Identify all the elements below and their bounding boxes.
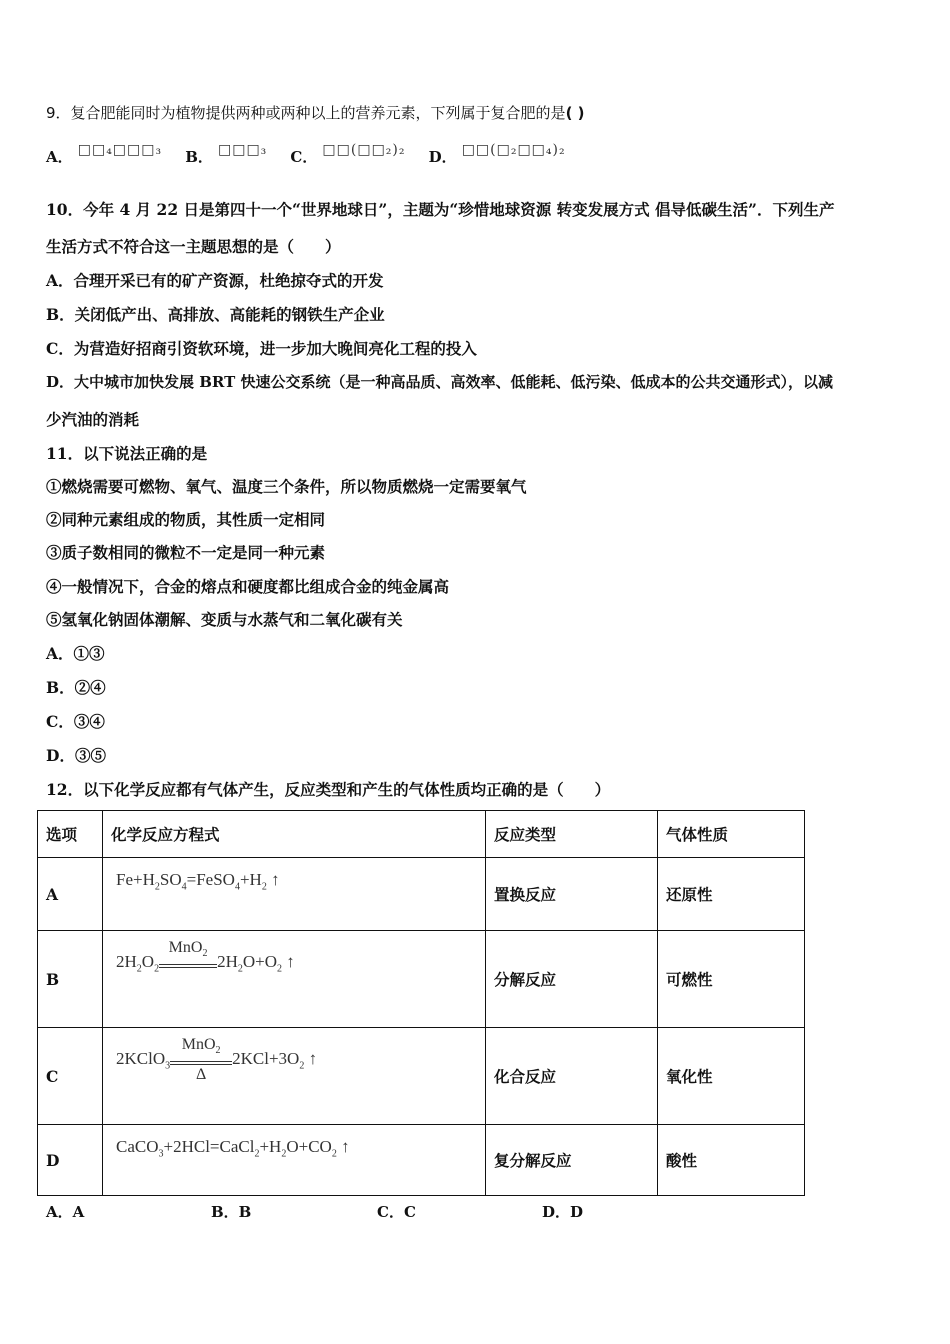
row-c-option: C <box>38 1028 103 1125</box>
row-b-type: 分解反应 <box>486 931 658 1028</box>
q12-option-d[interactable]: D．D <box>542 1203 584 1221</box>
header-gas-property: 气体性质 <box>658 811 805 858</box>
q10-stem-line1: 10．今年 4 月 22 日是第四十一个“世界地球日”，主题为“珍惜地球资源 转变发展方式 倡导低碳生活”．下列生产 <box>46 200 835 219</box>
row-d-type: 复分解反应 <box>486 1125 658 1196</box>
q9-options <box>46 142 566 167</box>
row-c-property: 氧化性 <box>658 1028 805 1125</box>
table-row <box>38 1125 805 1196</box>
table-row <box>38 1028 805 1125</box>
q11-option-b[interactable]: B．②④ <box>46 678 106 697</box>
q11-option-c[interactable]: C．③④ <box>46 712 105 731</box>
header-option: 选项 <box>38 811 103 858</box>
row-a-property: 还原性 <box>658 858 805 931</box>
row-d-property: 酸性 <box>658 1125 805 1196</box>
q9-option-b-formula: □□□₃ <box>217 142 268 158</box>
q10-option-c[interactable]: C．为营造好招商引资软环境，进一步加大晚间亮化工程的投入 <box>46 339 477 358</box>
table-row <box>38 858 805 931</box>
q11-option-d[interactable]: D．③⑤ <box>46 746 106 765</box>
q11-statement-1: ①燃烧需要可燃物、氧气、温度三个条件，所以物质燃烧一定需要氧气 <box>46 477 527 496</box>
q11-statement-2: ②同种元素组成的物质，其性质一定相同 <box>46 510 326 529</box>
q12-option-c[interactable]: C．C <box>377 1203 416 1221</box>
table-header-row <box>38 811 805 858</box>
q12-option-b[interactable]: B．B <box>211 1203 252 1221</box>
catalyst-heat-condition: MnO$_2$ Δ <box>170 1036 232 1084</box>
q11-option-a[interactable]: A．①③ <box>46 644 105 663</box>
q11-stem: 11．以下说法正确的是 <box>46 444 208 463</box>
row-a-type: 置换反应 <box>486 858 658 931</box>
row-d-equation: $CaCO_3+2HCl=CaCl_2+H_2O+CO_2$ ↑ <box>103 1125 486 1196</box>
header-reaction-type: 反应类型 <box>486 811 658 858</box>
q9-option-c-formula: □□(□□₂)₂ <box>322 142 406 158</box>
q12-stem: 12．以下化学反应都有气体产生，反应类型和产生的气体性质均正确的是（ ） <box>46 780 611 799</box>
q9-option-a-formula: □□₄□□□₃ <box>77 142 163 158</box>
row-b-property: 可燃性 <box>658 931 805 1028</box>
row-c-equation: 2KClO$_3$ MnO$_2$ Δ $2KCl+3O_2$ ↑ <box>103 1028 486 1125</box>
catalyst-condition: MnO$_2$ <box>159 939 217 987</box>
row-b-option: B <box>38 931 103 1028</box>
q9-option-a-label[interactable]: A． <box>46 148 73 166</box>
table-row <box>38 931 805 1028</box>
q11-statement-4: ④一般情况下，合金的熔点和硬度都比组成合金的纯金属高 <box>46 577 450 596</box>
q12-option-a[interactable]: A．A <box>46 1203 85 1221</box>
q11-statement-3: ③质子数相同的微粒不一定是同一种元素 <box>46 543 326 562</box>
row-a-equation: $Fe+H_2SO_4=FeSO_4+H_2$ ↑ <box>103 858 486 931</box>
q10-stem-line2: 生活方式不符合这一主题思想的是（ ） <box>46 237 341 256</box>
row-c-type: 化合反应 <box>486 1028 658 1125</box>
q9-option-d-formula: □□(□₂□□₄)₂ <box>461 142 566 158</box>
q11-statement-5: ⑤氢氧化钠固体潮解、变质与水蒸气和二氧化碳有关 <box>46 610 403 629</box>
q10-option-b[interactable]: B．关闭低产出、高排放、高能耗的钢铁生产企业 <box>46 305 385 324</box>
q10-option-d-line1[interactable]: D．大中城市加快发展 BRT 快速公交系统（是一种高品质、高效率、低能耗、低污染、低成本的公共交通形式），以减 <box>46 373 833 391</box>
q9-option-d-label[interactable]: D． <box>428 148 457 166</box>
reaction-table <box>37 810 805 1196</box>
row-d-option: D <box>38 1125 103 1196</box>
row-b-equation: $2H_2O_2$ MnO$_2$ $2H_2O+O_2$ ↑ <box>103 931 486 1028</box>
row-a-option: A <box>38 858 103 931</box>
header-equation: 化学反应方程式 <box>103 811 486 858</box>
q10-option-a[interactable]: A．合理开采已有的矿产资源，杜绝掠夺式的开发 <box>46 271 384 290</box>
q9-option-b-label[interactable]: B． <box>185 148 213 166</box>
q9-stem: 9．复合肥能同时为植物提供两种或两种以上的营养元素，下列属于复合肥的是( ) <box>46 104 585 122</box>
q9-option-c-label[interactable]: C． <box>290 148 318 166</box>
q10-option-d-line2: 少汽油的消耗 <box>46 410 140 429</box>
